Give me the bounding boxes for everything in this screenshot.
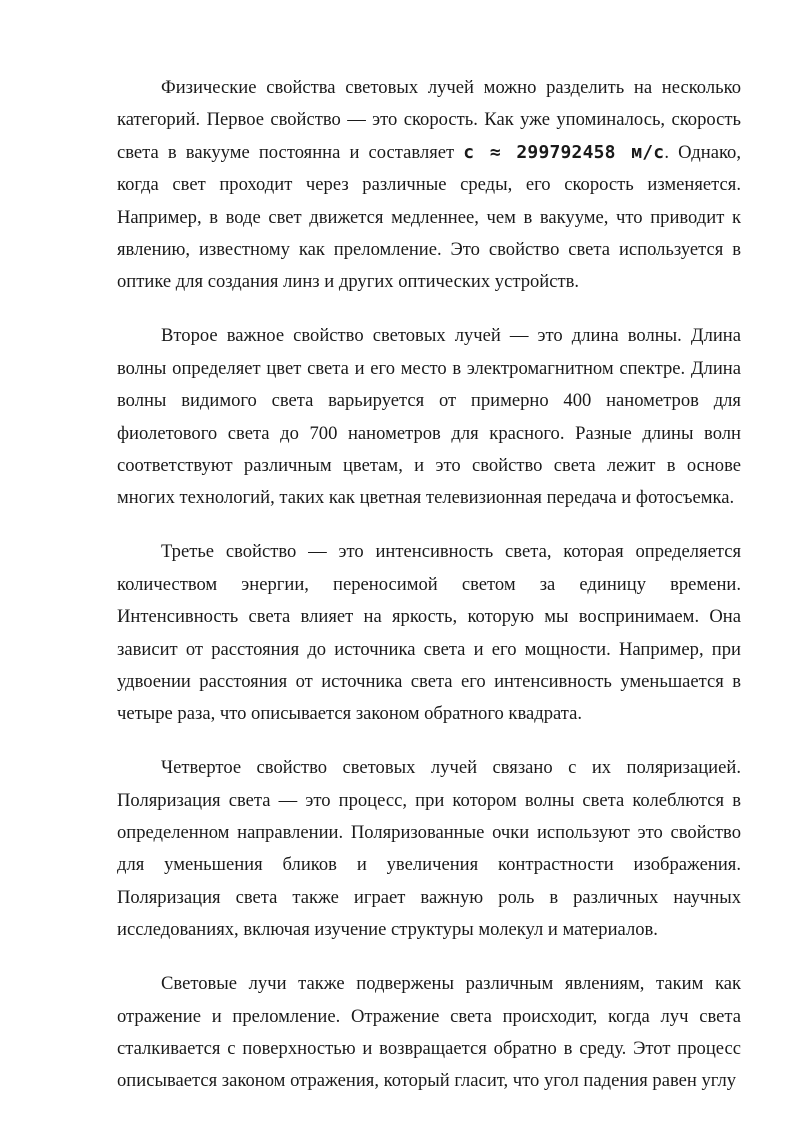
paragraph-wavelength: Второе важное свойство световых лучей — это длина волны. Длина волны определяет цвет света и его место в электромагнитном спектре. Длина волны видимого света варьируется от примерно 400 нанометров для фиолетового света до 700 нанометров для красного. Разные длины волн соответствуют различным цветам, и это свойство света лежит в основе многих технологий, таких как цветная телевизионная передача и фотосъемка. xyxy=(117,325,741,509)
document-body xyxy=(117,72,741,1119)
speed-of-light-formula: c ≈ 299792458 м/с xyxy=(463,141,665,163)
paragraph-polarization: Четвертое свойство световых лучей связано с их поляризацией. Поляризация света — это процесс, при котором волны света колеблются в определенном направлении. Поляризованные очки используют это свойство для уменьшения бликов и увеличения контрастности изображения. Поляризация света также играет важную роль в различных научных исследованиях, включая изучение структуры молекул и материалов. xyxy=(117,757,741,941)
paragraph-speed xyxy=(117,72,741,299)
paragraph-speed-text-before: Физические свойства световых лучей можно разделить на несколько категорий. Первое свойство — это скорость. Как уже упоминалось, скорость света в вакууме постоянна и составляет xyxy=(117,77,741,163)
paragraph-reflection: Световые лучи также подвержены различным явлениям, таким как отражение и преломление. Отражение света происходит, когда луч света сталкивается с поверхностью и возвращается обратно в среду. Этот процесс описывается законом отражения, который гласит, что угол падения равен углу xyxy=(117,973,741,1092)
paragraph-speed-text-after: . Однако, когда свет проходит через различные среды, его скорость изменяется. Например, в воде свет движется медленнее, чем в вакууме, что приводит к явлению, известному как преломление. Это свойство света используется в оптике для создания линз и других оптических устройств. xyxy=(117,141,741,293)
paragraph-intensity: Третье свойство — это интенсивность света, которая определяется количеством энергии, переносимой светом за единицу времени. Интенсивность света влияет на яркость, которую мы воспринимаем. Она зависит от расстояния до источника света и его мощности. Например, при удвоении расстояния от источника света его интенсивность уменьшается в четыре раза, что описывается законом обратного квадрата. xyxy=(117,541,741,725)
